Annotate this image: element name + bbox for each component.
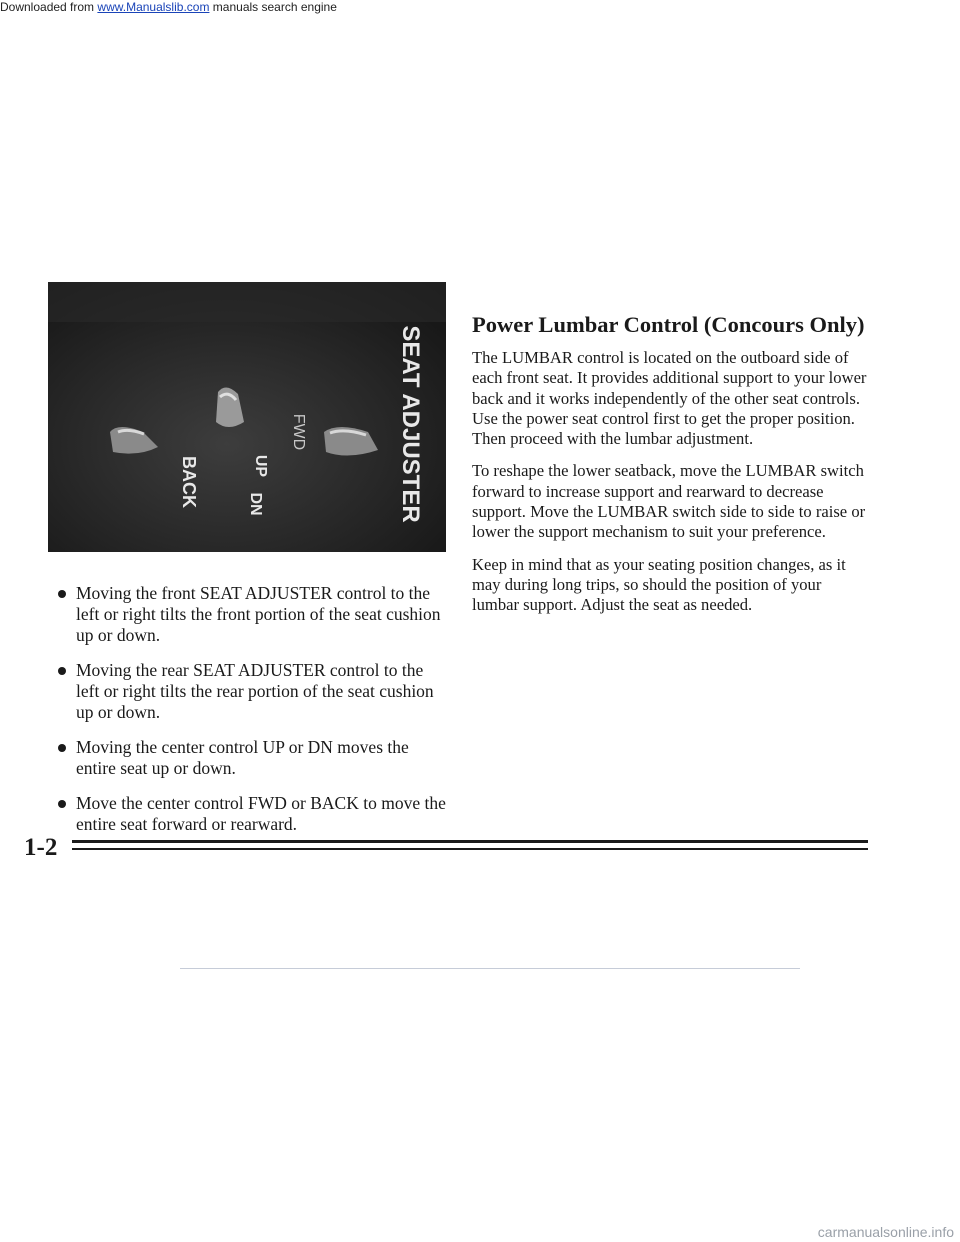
list-item [58,793,446,835]
bullet-icon [58,590,66,598]
scan-artifact-line [180,968,800,969]
back-label: BACK [179,456,199,508]
dn-label: DN [247,492,264,516]
fwd-label: FWD [290,413,307,451]
page-rule [72,840,868,843]
download-header [0,0,960,14]
header-prefix: Downloaded from [0,0,95,14]
seat-adjuster-bullet-list [58,583,446,849]
bullet-icon [58,800,66,808]
bullet-text: Move the center control FWD or BACK to move the entire seat forward or rearward. [76,793,446,834]
up-label: UP [252,454,269,478]
page-number: 1-2 [24,834,58,861]
list-item [58,660,446,723]
seat-adjuster-label: SEAT ADJUSTER [397,325,424,523]
manualslib-link[interactable]: www.Manualslib.com [97,0,210,14]
bullet-icon [58,667,66,675]
section-title: Power Lumbar Control (Concours Only) [472,312,865,337]
bullet-text: Moving the rear SEAT ADJUSTER control to the left or right tilts the rear portion of the seat cushion up or down. [76,660,434,722]
bullet-text: Moving the center control UP or DN moves the entire seat up or down. [76,737,409,778]
bullet-icon [58,744,66,752]
page-rule-thin [72,848,868,850]
paragraph: To reshape the lower seatback, move the LUMBAR switch forward to increase support and rearward to decrease support. Move the LUMBAR switch side to side to raise or lower the support mechanism to suit your preference. [472,461,866,542]
watermark-footer: carmanualsonline.info [817,1224,954,1240]
power-lumbar-section [472,312,872,628]
paragraph: Keep in mind that as your seating position changes, as it may during long trips, so should the position of your lumbar support. Adjust the seat as needed. [472,554,846,615]
seat-controls-photo [48,282,446,552]
paragraph: The LUMBAR control is located on the outboard side of each front seat. It provides additional support to your lower back and it works independently of the other seat controls. Use the power seat control first to get the proper position. Then proceed with the lumbar adjustment. [472,348,867,449]
list-item [58,583,446,646]
seat-controls-illustration [48,282,446,552]
bullet-text: Moving the front SEAT ADJUSTER control to the left or right tilts the front portion of the seat cushion up or down. [76,583,441,645]
header-suffix: manuals search engine [212,0,337,14]
list-item [58,737,446,779]
